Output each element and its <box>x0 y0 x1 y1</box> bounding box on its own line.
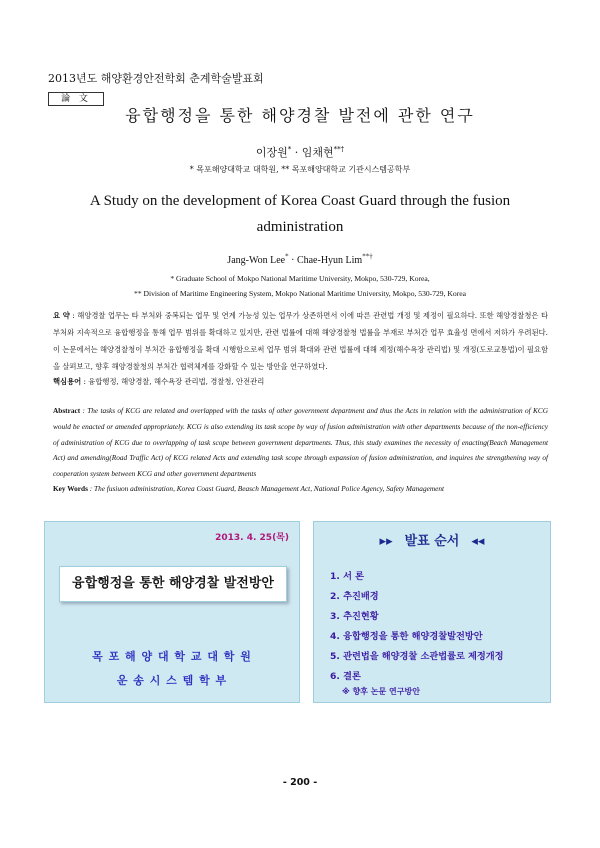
author2-name-en: Chae-Hyun Lim <box>296 255 363 266</box>
page-number: - 200 - <box>282 777 318 788</box>
author2-mark-en: **† <box>362 252 373 261</box>
korean-authors <box>0 144 600 160</box>
korean-keywords-label: 핵심용어 <box>53 377 82 386</box>
english-abstract <box>53 403 548 482</box>
english-authors <box>0 252 600 266</box>
slide-date: 2013. 4. 25(목) <box>215 533 289 543</box>
english-abstract-label: Abstract <box>53 406 81 415</box>
slide-title: 융합행정을 통한 해양경찰 발전방안 <box>72 576 274 591</box>
agenda-item: 2. 추진배경 <box>330 591 379 602</box>
author1-mark-en: * <box>285 252 289 261</box>
agenda-heading <box>314 530 550 549</box>
title-slide-image <box>44 521 300 703</box>
english-affiliation-2: ** Division of Maritime Engineering System, Mokpo National Maritime University, Mokpo, 530-729, Korea <box>134 289 466 298</box>
agenda-item: 1. 서 론 <box>330 571 365 582</box>
english-keywords <box>53 484 548 493</box>
korean-title: 융합행정을 통한 해양경찰 발전에 관한 연구 <box>125 106 475 125</box>
agenda-item: 6. 결론 <box>330 671 361 682</box>
slide-title-band <box>59 566 287 602</box>
korean-keywords-text: : 융합행정, 해양경찰, 해수욕장 관리법, 경찰청, 안전관리 <box>81 377 265 386</box>
conference-header: 2013년도 해양환경안전학회 춘계학술발표회 <box>48 72 264 85</box>
slide-org-university: 목 포 해 양 대 학 교 대 학 원 <box>92 650 252 663</box>
author1-name-en: Jang-Won Lee <box>227 255 286 266</box>
author-separator-en: · <box>288 255 297 266</box>
triangle-right-icon: ▸▸ <box>379 534 393 549</box>
triangle-left-icon: ◂◂ <box>471 534 485 549</box>
author1-name-ko: 이장원 <box>255 146 288 159</box>
author1-mark-ko: * <box>287 145 292 154</box>
agenda-sub-item: ※ 향후 논문 연구방안 <box>342 687 420 696</box>
agenda-item: 3. 추진현황 <box>330 611 379 622</box>
author-separator-ko: · <box>291 146 302 159</box>
english-keywords-label: Key Words <box>53 484 88 493</box>
english-keywords-text: : The fusiuon administration, Korea Coast Guard, Beasch Management Act, National Police Agency, Safety Management <box>87 484 445 493</box>
author2-mark-ko: **† <box>333 145 345 154</box>
author2-name-ko: 임채현 <box>301 146 334 159</box>
korean-abstract-label: 요 약 <box>53 311 70 320</box>
korean-abstract <box>53 307 548 375</box>
slide-org-department: 운 송 시 스 템 학 부 <box>116 674 228 687</box>
english-title: A Study on the development of Korea Coast Guard through the fusion administration <box>89 193 511 235</box>
english-abstract-text: : The tasks of KCG are related and overlapped with the tasks of other government department and thus the Acts in relation with the administration of KCG would be enacted or amended appropriately. KCG is also extending its task scope by way of fusion administration with other departments because of the non-efficiency of administration of KCG due to overlapping of task scope between government departments. Thus, this study examines the necessity of enacting(Beach Management Act) and amending(Road Traffic Act) of KCG related Acts and extending task scope through expansion of fusion administration, and inquires the strengthening way of cooperation system between KCG and other government departments <box>53 406 548 479</box>
paper-type-tag: 論 文 <box>48 92 104 106</box>
agenda-item: 4. 융합행정을 통한 해양경찰발전방안 <box>330 631 483 642</box>
agenda-slide-image <box>313 521 551 703</box>
agenda-item: 5. 관련법을 해양경찰 소관법률로 제정개정 <box>330 651 504 662</box>
korean-affiliation: * 목포해양대학교 대학원, ** 목포해양대학교 기관시스템공학부 <box>189 165 411 174</box>
english-affiliation-1: * Graduate School of Mokpo National Maritime University, Mokpo, 530-729, Korea, <box>170 274 430 283</box>
korean-keywords <box>53 377 548 387</box>
korean-abstract-text: : 해양경찰 업무는 타 부처와 중복되는 업무 및 연계 가능성 있는 업무가 상존하면서 이에 따른 관련법 개정 및 제정이 필요하다. 또한 해양경찰청은 타부처와 지속적으로 융합행정을 통해 업무 범위를 확대하고 있지만, 관련 법률에 대해 해양경찰청 법률을 부재로 부처간 업무 효율성 면에서 저하가 우려된다. 이 논문에서는 해양경찰청이 부처간 융합행정을 확대 시행함으로써 업무 범위 확대와 관련 법률에 대해 제정(해수욕장 관리법) 및 개정(도로교통법)이 필요함을 살펴보고, 향후 해양경찰청의 부처간 협력체계를 강화할 수 있는 방안을 연구하였다. <box>53 311 549 371</box>
agenda-heading-text: 발표 순서 <box>404 534 460 549</box>
